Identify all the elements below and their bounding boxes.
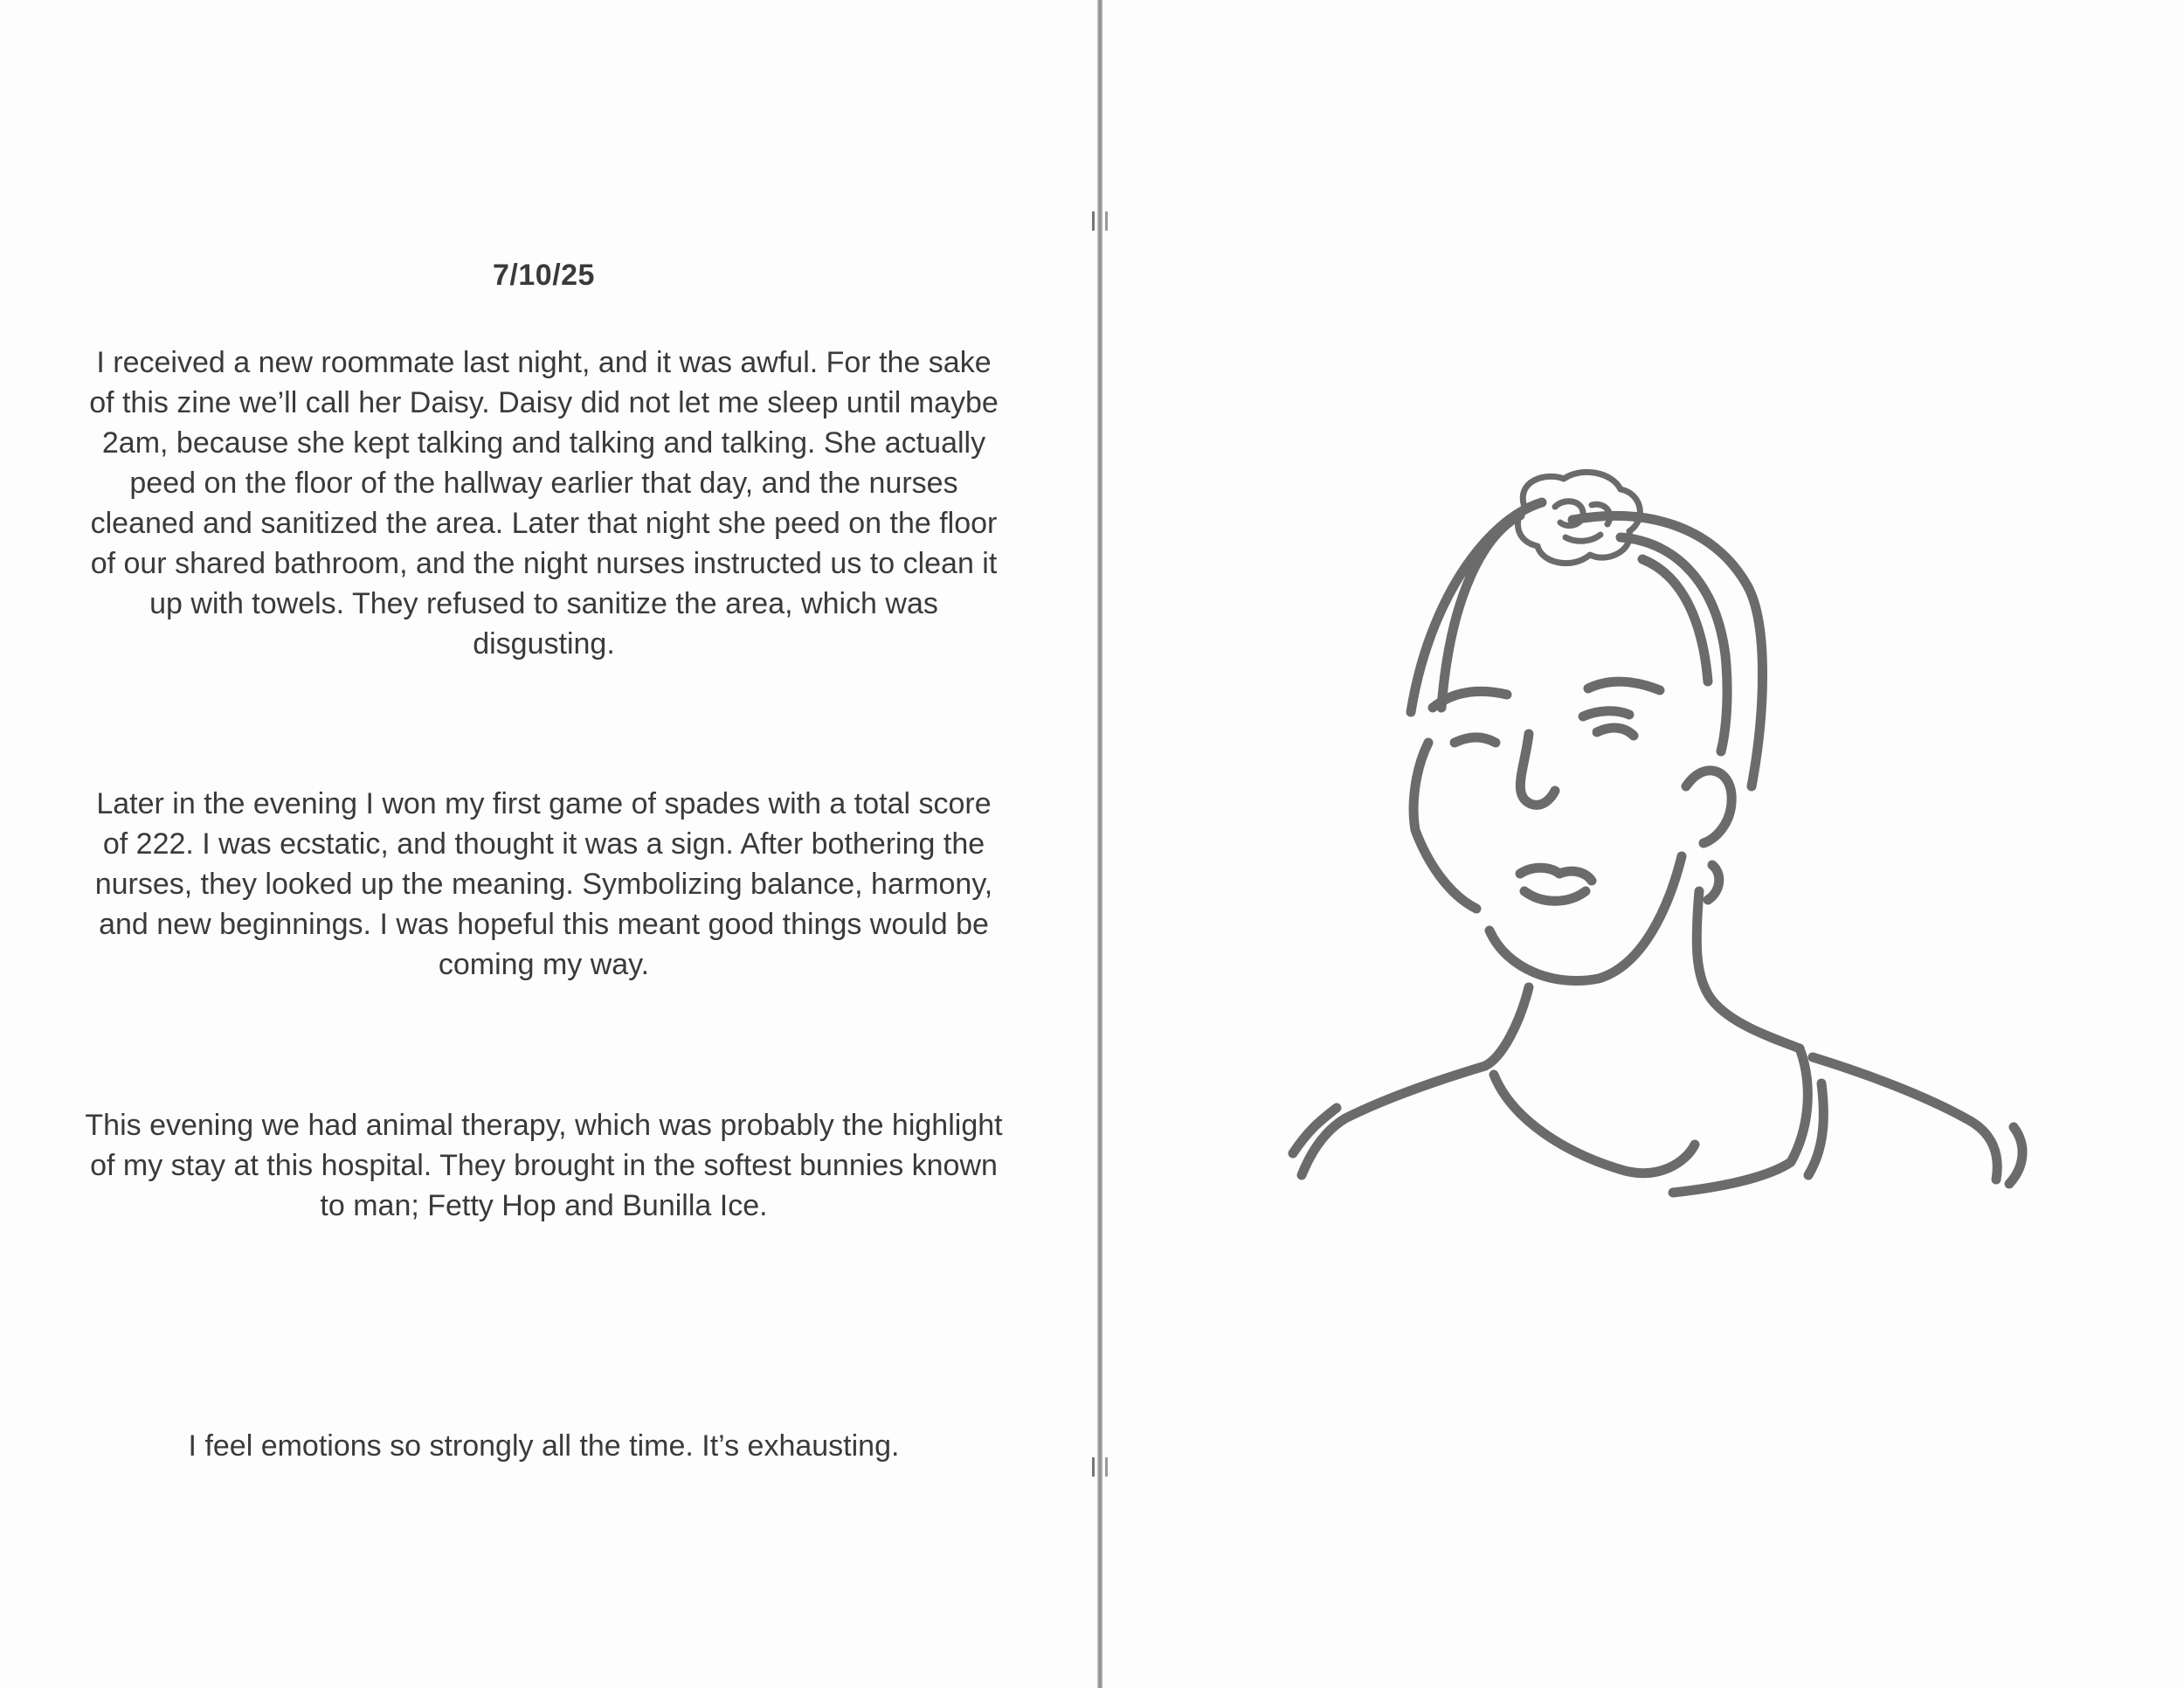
right-eyebrow: [1588, 681, 1660, 690]
paragraph-animal-therapy: This evening we had animal therapy, which was probably the highlight of my stay at this hospital. They brought in the softest bunnies known to man; Fetty Hop and Bunilla Ice.: [85, 1109, 1003, 1222]
hair-inner: [1621, 537, 1727, 751]
neck-right: [1697, 891, 1800, 1048]
shirt-neckline: [1673, 1048, 1807, 1193]
face-left-outline: [1413, 743, 1476, 909]
right-arm-edge: [2009, 1127, 2022, 1184]
paragraph-emotions: I feel emotions so strongly all the time. It’s exhausting.: [188, 1429, 900, 1463]
neck-left: [1485, 987, 1529, 1066]
left-shoulder: [1302, 1066, 1485, 1175]
earring: [1708, 865, 1719, 900]
nose: [1520, 734, 1555, 805]
paragraph-spades: Later in the evening I won my first game of spades with a total score of 222. I was ecstatic, and thought it was a sign. After bothering the nurses, they looked up the meaning. Symbolizing balance, harmony, and new beginnings. I was hopeful this meant good things would be coming my way.: [94, 787, 993, 981]
right-eye: [1597, 728, 1634, 736]
upper-lip: [1520, 868, 1592, 881]
paragraph-roommate: I received a new roommate last night, and it was awful. For the sake of this zine we’ll call her Daisy. Daisy did not let me sleep until maybe 2am, because she kept talking and talking and talking. She actually peed on the floor of the hallway earlier that day, and the nurses cleaned and sanitized the area. Later that night she peed on the floor of our shared bathroom, and the night nurses instructed us to clean it up with towels. They refused to sanitize the area, which was disgusting.: [89, 346, 999, 661]
right-eye-lid: [1583, 711, 1629, 716]
right-shoulder: [1813, 1057, 1997, 1180]
entry-date: 7/10/25: [493, 259, 595, 292]
left-eye: [1455, 737, 1496, 743]
collar: [1494, 1075, 1695, 1173]
ear: [1686, 771, 1731, 843]
portrait-illustration: [1275, 454, 2062, 1223]
lower-lip: [1524, 891, 1586, 901]
